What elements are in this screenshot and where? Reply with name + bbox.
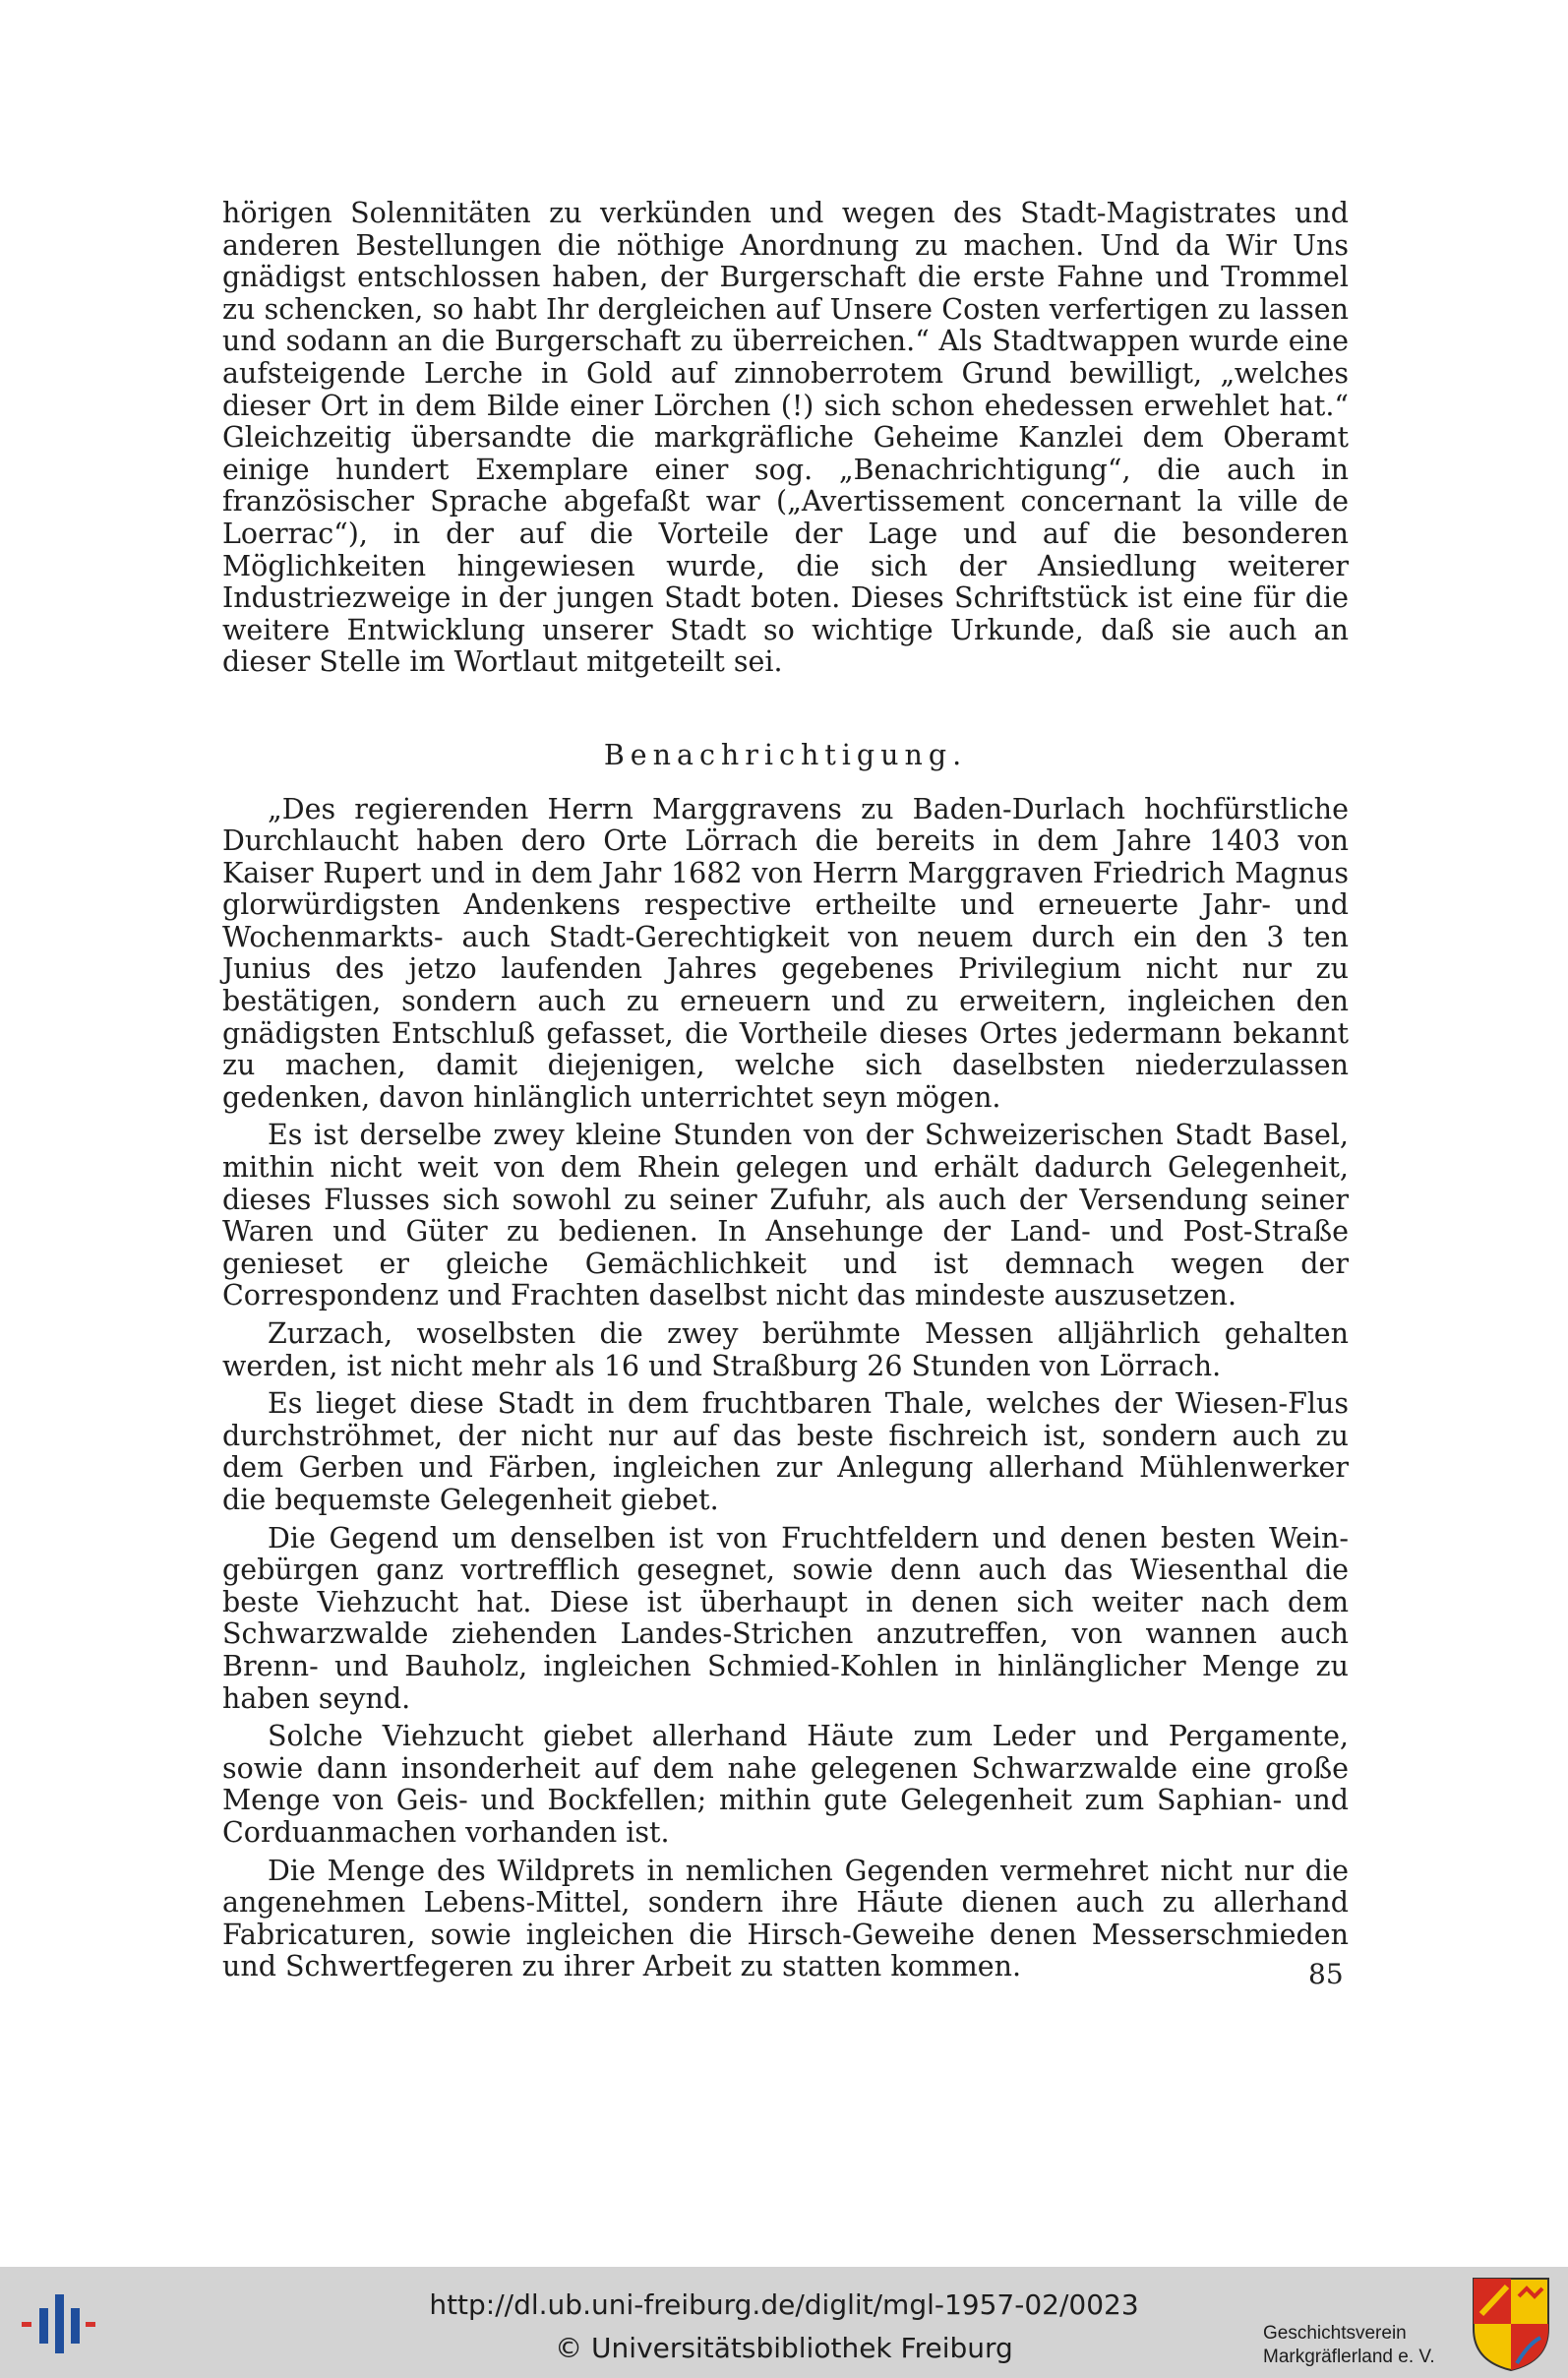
copyright-notice: © Universitätsbibliothek Freiburg xyxy=(555,2332,1013,2364)
page-body xyxy=(222,198,1349,1989)
body-paragraph: „Des regierenden Herrn Marggravens zu Baden-Durlach hochfürstliche Durchlaucht haben dero Orte Lörrach die bereits in dem Jahre 1403 von Kaiser Rupert und in dem Jahr 1682 von Herrn Marggraven Friedrich Magnus glorwürdigsten Andenkens respective ertheilte und erneuerte Jahr- und Wochenmarkts- auch Stadt-Gerechtigkeit von neuem durch ein den 3 ten Junius des jetzo laufenden Jahres gegebenes Privilegium nicht nur zu bestätigen, sondern auch zu erneuern und zu erweitern, ingleichen den gnädigsten Entschluß gefasset, die Vortheile dieses Ortes jedermann bekannt zu machen, damit diejenigen, welche sich daselbsten niederzulassen gedenken, davon hinlänglich unterrichtet seyn mögen. xyxy=(222,792,1349,1114)
page-number: 85 xyxy=(1308,1958,1344,1990)
footer-bar xyxy=(0,2267,1568,2378)
society-name-line-1: Geschichtsverein xyxy=(1263,2323,1407,2344)
intro-paragraph: hörigen Solennitäten zu verkünden und wegen des Stadt-Magistrates und anderen Bestellungen die nöthige Anordnung zu machen. Und da Wir Uns gnädigst entschlossen haben, der Burgerschaft die erste Fahne und Trommel zu schencken, so habt Ihr dergleichen auf Unsere Costen verfertigen zu lassen und sodann an die Burgerschaft zu überreichen.“ Als Stadtwappen wurde eine aufsteigende Lerche in Gold auf zinnoberrotem Grund bewilligt, „welches dieser Ort in dem Bilde einer Lörchen (!) sich schon ehedessen erwehlet hat.“ Gleichzeitig übersandte die markgräfliche Geheime Kanzlei dem Oberamt einige hundert Exemplare einer sog. „Benachrichtigung“, die auch in französischer Sprache abgefaßt war („Avertissement concernant la ville de Loerrac“), in der auf die Vorteile der Lage und auf die besonderen Möglichkeiten hingewiesen wurde, die sich der Ansiedlung weiterer Industriezweige in der jungen Stadt boten. Dieses Schriftstück ist eine für die weitere Entwicklung unserer Stadt so wichtige Urkunde, daß sie auch an dieser Stelle im Wortlaut mitgeteilt sei. xyxy=(222,197,1349,679)
body-paragraph: Zurzach, woselbsten die zwey berühmte Messen alljährlich gehalten werden, ist nicht mehr als 16 und Straßburg 26 Stunden von Lörrach. xyxy=(222,1317,1349,1382)
section-heading: Benachrichtigung. xyxy=(603,738,968,771)
body-paragraph: Solche Viehzucht giebet allerhand Häute zum Leder und Pergamente, sowie dann insonderheit auf dem nahe gelegenen Schwarzwalde eine große Menge von Geis- und Bockfellen; mithin gute Gelegenheit zum Saphian- und Corduanmachen vorhanden ist. xyxy=(222,1720,1349,1849)
body-paragraph: Die Gegend um denselben ist von Fruchtfeldern und denen besten Weingebürgen ganz vortrefflich gesegnet, sowie denn auch das Wiesenthal die beste Viehzucht hat. Diese ist überhaupt in denen sich weiter nach dem Schwarzwalde ziehenden Landes-Strichen anzutreffen, von wannen auch Brenn- und Bauholz, ingleichen Schmied-Kohlen in hinlänglicher Menge zu haben seynd. xyxy=(222,1521,1349,1715)
society-name xyxy=(1263,2322,1435,2369)
document-url-link[interactable]: http://dl.ub.uni-freiburg.de/diglit/mgl-1957-02/0023 xyxy=(429,2288,1139,2321)
body-paragraph: Die Menge des Wildprets in nemlichen Gegenden vermehret nicht nur die angenehmen Lebens-Mittel, sondern ihre Häute dienen auch zu allerhand Fabricaturen, sowie ingleichen die Hirsch-Geweihe denen Messerschmieden und Schwertfegeren zu ihrer Arbeit zu statten kommen. xyxy=(222,1854,1349,1983)
body-paragraph: Es lieget diese Stadt in dem fruchtbaren Thale, welches der Wiesen-Flus durchströhmet, der nicht nur auf das beste fischreich ist, sondern auch zu dem Gerben und Färben, ingleichen zur Anlegung allerhand Mühlenwerker die bequemste Gelegenheit giebet. xyxy=(222,1387,1349,1516)
body-paragraph: Es ist derselbe zwey kleine Stunden von der Schweizerischen Stadt Basel, mithin nicht weit von dem Rhein gelegen und erhält dadurch Gelegenheit, dieses Flusses sich sowohl zu seiner Zufuhr, als auch der Versendung seiner Waren und Güter zu bedienen. In Ansehunge der Land- und Post-Straße genieset er gleiche Gemächlichkeit und ist demnach wegen der Correspondenz und Frachten daselbst nicht das mindeste auszusetzen. xyxy=(222,1119,1349,1312)
society-name-line-2: Markgräflerland e. V. xyxy=(1263,2347,1435,2367)
coat-of-arms-icon xyxy=(1470,2275,1552,2373)
